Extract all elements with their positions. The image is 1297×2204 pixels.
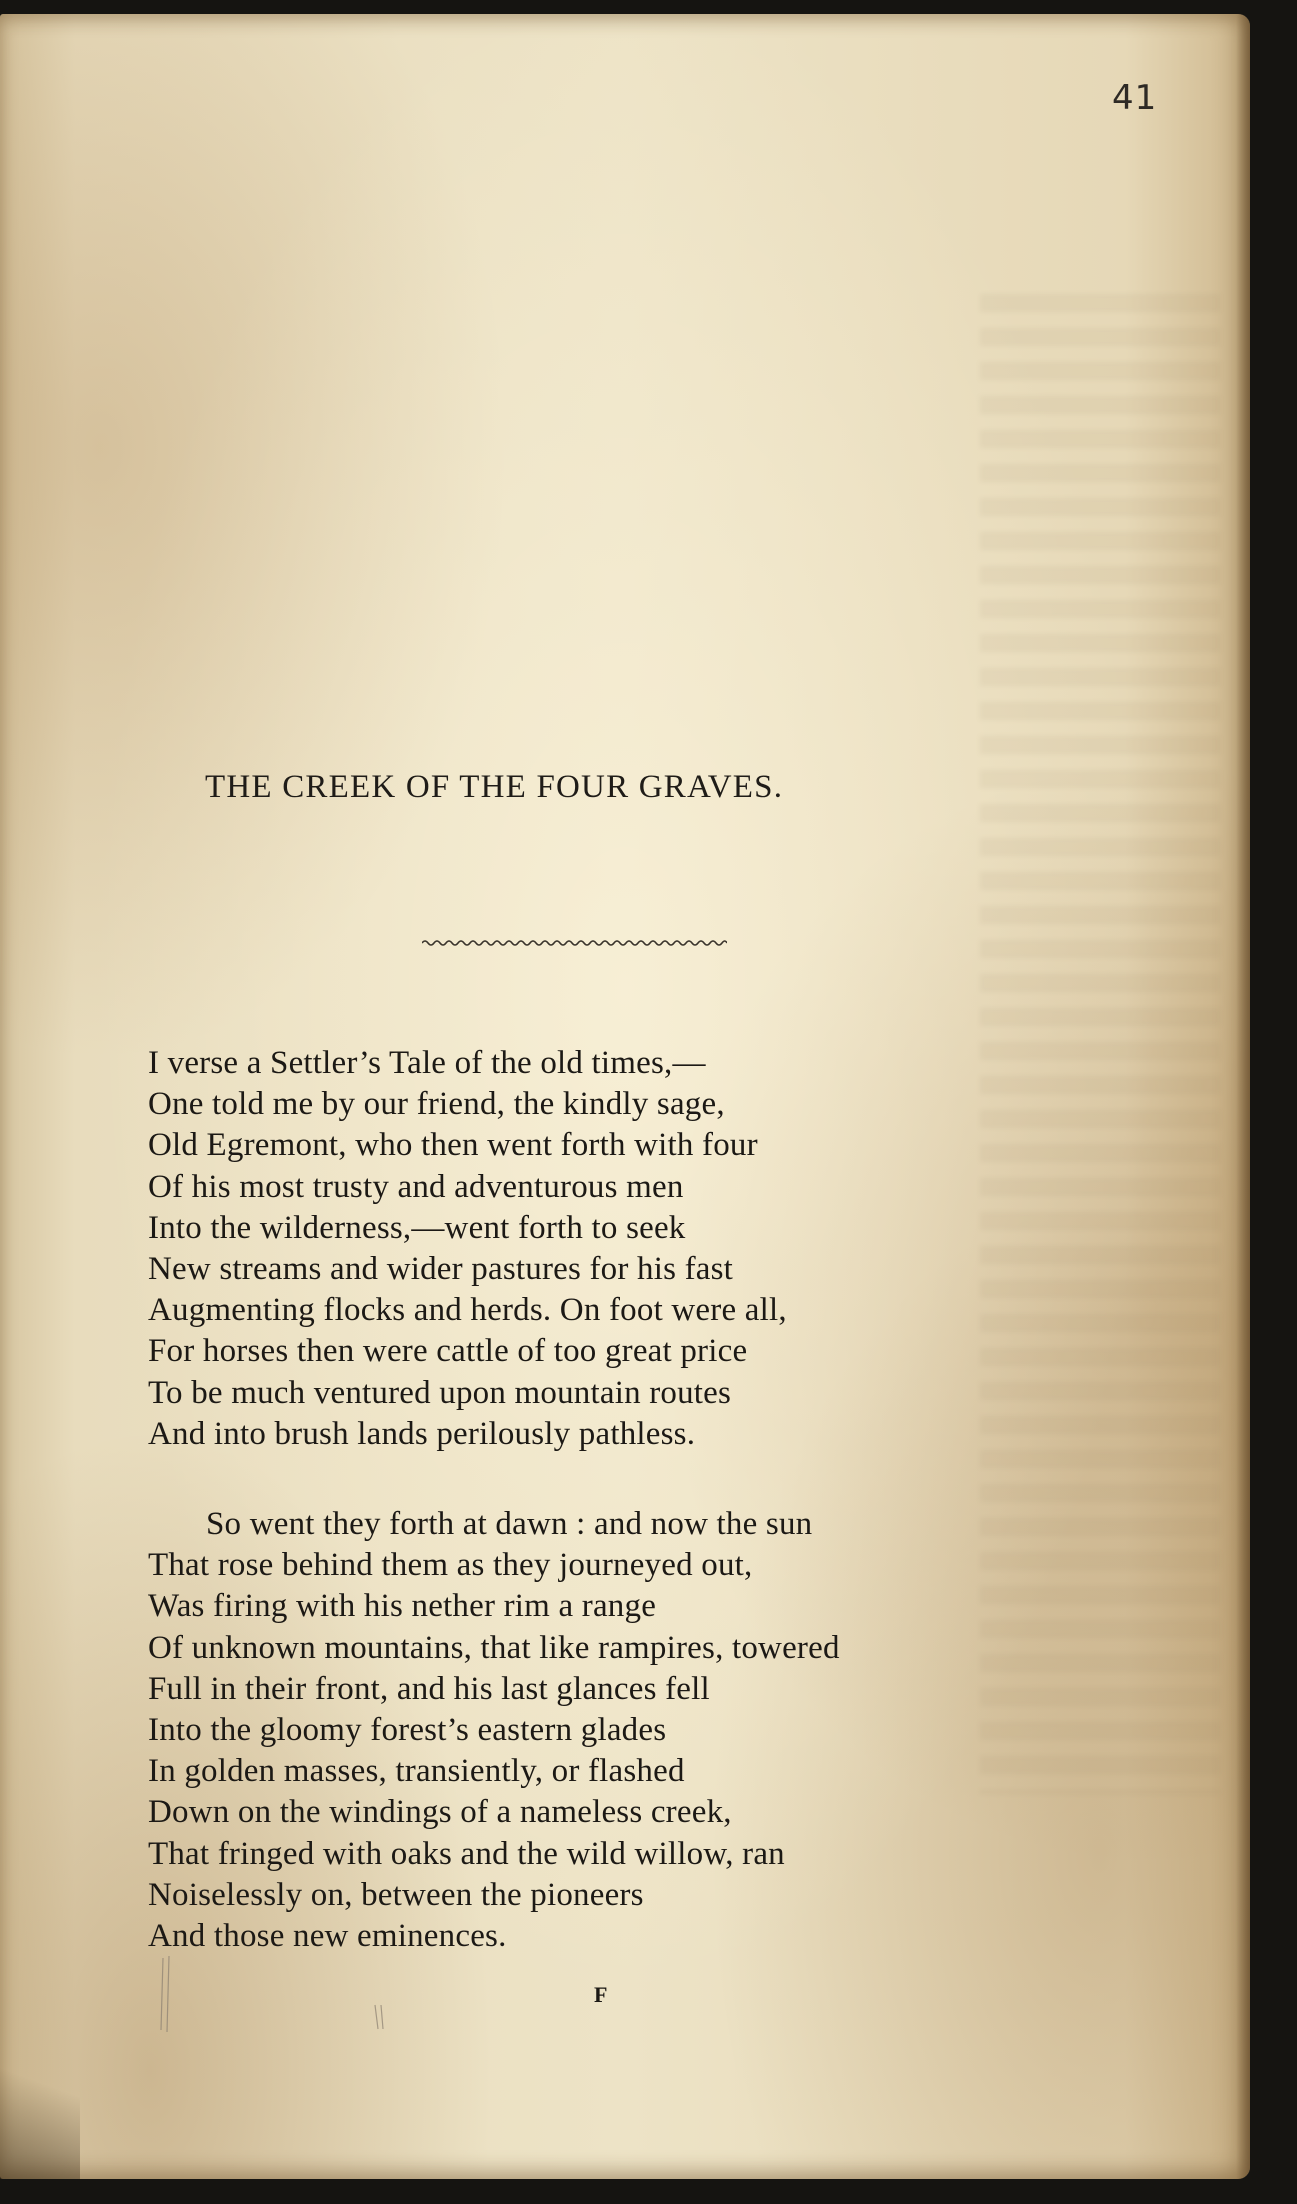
corner-stain bbox=[0, 2049, 80, 2179]
book-page bbox=[0, 14, 1250, 2179]
wavy-rule-ornament bbox=[422, 936, 727, 950]
poem-line: For horses then were cattle of too great price bbox=[148, 1333, 748, 1370]
poem-line: Was firing with his nether rim a range bbox=[148, 1588, 657, 1625]
poem-line: Into the gloomy forest’s eastern glades bbox=[148, 1712, 667, 1749]
poem-line: Of unknown mountains, that like rampires, towered bbox=[148, 1629, 840, 1666]
poem-line: Of his most trusty and adventurous men bbox=[148, 1168, 684, 1205]
poem-line: Into the wilderness,—went forth to seek bbox=[148, 1209, 686, 1246]
poem-line: That rose behind them as they journeyed out, bbox=[148, 1547, 753, 1584]
pencil-mark bbox=[370, 2002, 390, 2032]
poem-line: In golden masses, transiently, or flashed bbox=[148, 1753, 685, 1790]
signature-mark: F bbox=[594, 1982, 608, 2007]
pencil-mark bbox=[155, 1954, 185, 2034]
poem-line: And into brush lands perilously pathless. bbox=[148, 1415, 696, 1452]
poem-line: So went they forth at dawn : and now the sun bbox=[206, 1506, 813, 1542]
poem-line: That fringed with oaks and the wild willow, ran bbox=[148, 1835, 785, 1872]
page-edge-shadow bbox=[1236, 14, 1250, 2179]
poem-line: Old Egremont, who then went forth with four bbox=[148, 1127, 758, 1164]
poem-line: One told me by our friend, the kindly sage, bbox=[148, 1086, 725, 1123]
poem-line: Augmenting flocks and herds. On foot were all, bbox=[148, 1292, 787, 1329]
poem-line: New streams and wider pastures for his fast bbox=[148, 1251, 734, 1288]
page-number: 41 bbox=[1112, 78, 1158, 118]
stanza-2 bbox=[148, 1504, 1048, 1957]
poem-line: Down on the windings of a nameless creek, bbox=[148, 1794, 732, 1831]
stanza-1 bbox=[148, 1043, 1048, 1455]
poem-line: And those new eminences. bbox=[148, 1918, 507, 1955]
poem-line: Full in their front, and his last glances fell bbox=[148, 1670, 710, 1707]
poem-line: To be much ventured upon mountain routes bbox=[148, 1374, 732, 1411]
poem-title: THE CREEK OF THE FOUR GRAVES. bbox=[205, 769, 784, 805]
poem-line: Noiselessly on, between the pioneers bbox=[148, 1876, 644, 1913]
poem-line: I verse a Settler’s Tale of the old times,— bbox=[148, 1045, 706, 1081]
